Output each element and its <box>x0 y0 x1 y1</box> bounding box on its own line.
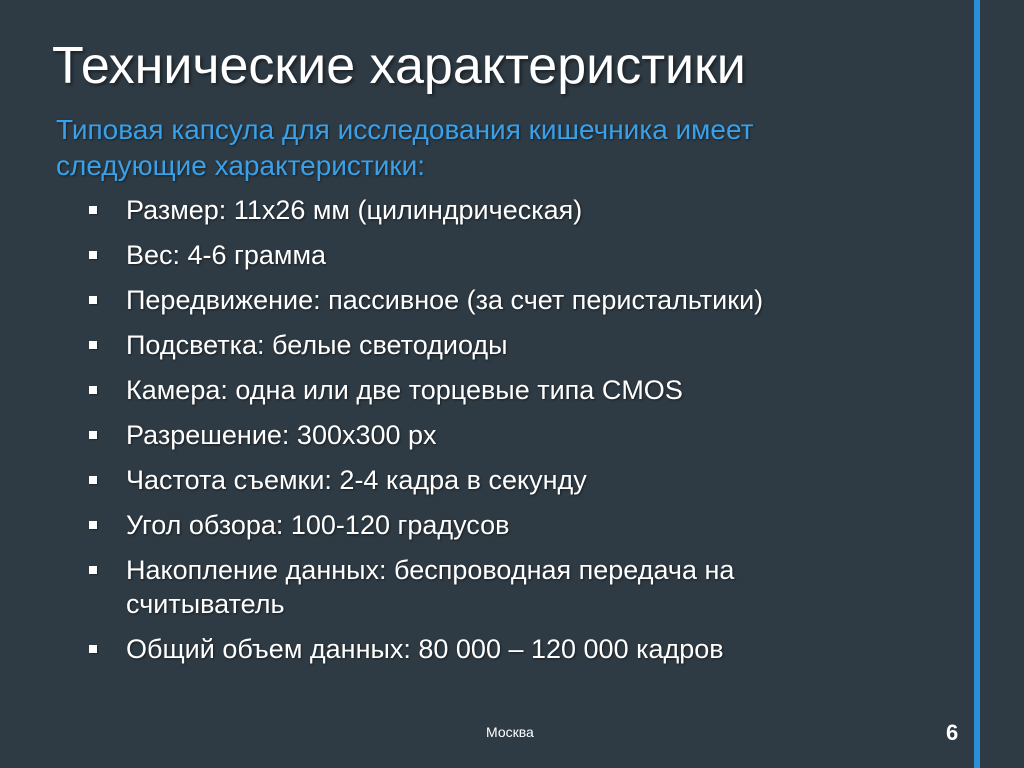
list-item-text: Накопление данных: беспроводная передача на считыватель <box>126 555 735 619</box>
list-item-text: Передвижение: пассивное (за счет перистальтики) <box>126 285 764 315</box>
list-item <box>88 463 888 497</box>
list-item <box>88 553 888 621</box>
list-item-text: Частота съемки: 2-4 кадра в секунду <box>126 465 587 495</box>
accent-line <box>974 0 980 768</box>
list-item-text: Вес: 4-6 грамма <box>126 240 327 270</box>
square-bullet-icon <box>89 645 97 653</box>
list-item <box>88 238 888 272</box>
list-item <box>88 632 888 666</box>
square-bullet-icon <box>89 521 97 529</box>
slide-title: Технические характеристики <box>52 37 746 95</box>
square-bullet-icon <box>89 206 97 214</box>
square-bullet-icon <box>89 386 97 394</box>
list-item <box>88 418 888 452</box>
list-item-text: Разрешение: 300х300 px <box>126 420 437 450</box>
slide-subtitle: Типовая капсула для исследования кишечника имеет следующие характеристики: <box>56 114 754 181</box>
list-item <box>88 373 888 407</box>
square-bullet-icon <box>89 476 97 484</box>
list-item-text: Камера: одна или две торцевые типа CMOS <box>126 375 683 405</box>
square-bullet-icon <box>89 431 97 439</box>
footer-location: Москва <box>486 724 534 740</box>
square-bullet-icon <box>89 341 97 349</box>
square-bullet-icon <box>89 296 97 304</box>
list-item <box>88 508 888 542</box>
list-item-text: Размер: 11х26 мм (цилиндрическая) <box>126 195 583 225</box>
list-item <box>88 193 888 227</box>
list-item-text: Общий объем данных: 80 000 – 120 000 кадров <box>126 634 724 664</box>
square-bullet-icon <box>89 251 97 259</box>
square-bullet-icon <box>89 566 97 574</box>
list-item-text: Угол обзора: 100-120 градусов <box>126 510 510 540</box>
list-item <box>88 328 888 362</box>
page-number: 6 <box>946 720 959 745</box>
bullet-list <box>88 193 888 677</box>
list-item <box>88 283 888 317</box>
list-item-text: Подсветка: белые светодиоды <box>126 330 508 360</box>
